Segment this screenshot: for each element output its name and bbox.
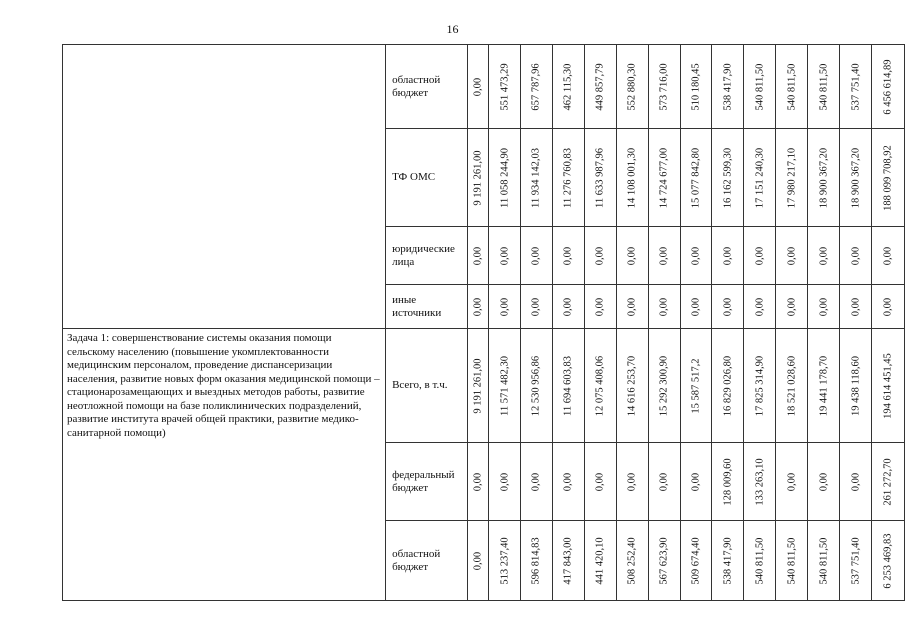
amount-value: 0,00 (658, 472, 670, 491)
year-value-cell (584, 329, 616, 443)
year-value-cell (584, 443, 616, 521)
empty-task-cell (63, 45, 386, 329)
amount-value: 540 811,50 (818, 63, 830, 110)
year-value-cell (489, 329, 521, 443)
year-value-cell (552, 285, 584, 329)
amount-value: 0,00 (530, 297, 542, 316)
amount-value: 0,00 (818, 472, 830, 491)
total-value-cell (871, 285, 904, 329)
amount-value: 538 417,90 (722, 536, 734, 585)
table-row (63, 45, 905, 129)
year-value-cell (616, 129, 648, 227)
amount-value: 14 724 677,00 (658, 147, 670, 208)
amount-value: 0,00 (690, 472, 702, 491)
funding-source-label: юридические лица (386, 227, 468, 285)
amount-value: 0,00 (472, 77, 484, 96)
funding-source-label: Всего, в т.ч. (386, 329, 468, 443)
year-value-cell (808, 443, 840, 521)
amount-value: 19 438 118,60 (850, 355, 861, 416)
amount-value: 11 571 482,30 (499, 355, 511, 416)
total-value-cell (871, 45, 904, 129)
amount-value: 0,00 (754, 297, 766, 316)
amount-value: 194 614 451,45 (882, 352, 894, 419)
amount-value: 17 151 240,30 (754, 147, 766, 208)
year-value-cell (467, 329, 488, 443)
amount-value: 19 441 178,70 (818, 355, 830, 416)
year-value-cell (467, 521, 488, 601)
year-value-cell (744, 329, 776, 443)
amount-value: 6 253 469,83 (882, 532, 894, 589)
year-value-cell (489, 129, 521, 227)
total-value-cell (871, 443, 904, 521)
amount-value: 0,00 (472, 551, 484, 570)
page-number: 16 (446, 22, 459, 36)
amount-value: 0,00 (562, 472, 574, 491)
year-value-cell (776, 329, 808, 443)
amount-value: 16 829 026,80 (722, 355, 734, 416)
year-value-cell (712, 329, 744, 443)
year-value-cell (680, 521, 712, 601)
year-value-cell (584, 521, 616, 601)
funding-source-label: областной бюджет (386, 45, 468, 129)
amount-value: 540 811,50 (818, 537, 830, 584)
year-value-cell (712, 227, 744, 285)
amount-value: 0,00 (658, 246, 670, 265)
year-value-cell (467, 285, 488, 329)
amount-value: 509 674,40 (690, 536, 702, 585)
year-value-cell (776, 129, 808, 227)
year-value-cell (840, 285, 872, 329)
year-value-cell (680, 329, 712, 443)
total-value-cell (871, 329, 904, 443)
year-value-cell (489, 285, 521, 329)
amount-value: 417 843,00 (562, 536, 574, 585)
amount-value: 0,00 (472, 472, 484, 491)
year-value-cell (520, 443, 552, 521)
year-value-cell (648, 521, 680, 601)
funding-source-label: иные источники (386, 285, 468, 329)
year-value-cell (840, 443, 872, 521)
funding-source-label: областной бюджет (386, 521, 468, 601)
amount-value: 188 099 708,92 (882, 144, 894, 211)
year-value-cell (808, 329, 840, 443)
amount-value: 11 934 142,03 (530, 147, 542, 208)
amount-value: 540 811,50 (786, 63, 798, 110)
amount-value: 441 420,10 (594, 536, 606, 585)
year-value-cell (808, 521, 840, 601)
year-value-cell (712, 45, 744, 129)
year-value-cell (616, 521, 648, 601)
year-value-cell (776, 521, 808, 601)
amount-value: 15 587 517,2 (690, 357, 702, 414)
amount-value: 0,00 (722, 297, 734, 316)
year-value-cell (680, 227, 712, 285)
amount-value: 0,00 (626, 246, 638, 265)
amount-value: 0,00 (472, 246, 484, 265)
year-value-cell (744, 45, 776, 129)
amount-value: 17 980 217,10 (786, 147, 798, 208)
year-value-cell (552, 329, 584, 443)
amount-value: 540 811,50 (786, 537, 798, 584)
amount-value: 537 751,40 (850, 62, 861, 111)
amount-value: 0,00 (850, 472, 861, 491)
year-value-cell (584, 227, 616, 285)
amount-value: 12 075 408,06 (594, 355, 606, 416)
amount-value: 510 180,45 (690, 62, 702, 111)
amount-value: 540 811,50 (754, 63, 766, 110)
funding-source-label: ТФ ОМС (386, 129, 468, 227)
year-value-cell (648, 227, 680, 285)
year-value-cell (520, 129, 552, 227)
amount-value: 0,00 (818, 246, 830, 265)
amount-value: 551 473,29 (499, 62, 511, 111)
year-value-cell (680, 285, 712, 329)
year-value-cell (744, 129, 776, 227)
year-value-cell (467, 45, 488, 129)
amount-value: 18 900 367,20 (818, 147, 830, 208)
year-value-cell (648, 45, 680, 129)
amount-value: 128 009,60 (722, 457, 734, 506)
amount-value: 0,00 (626, 297, 638, 316)
amount-value: 0,00 (562, 246, 574, 265)
amount-value: 0,00 (530, 246, 542, 265)
year-value-cell (489, 227, 521, 285)
amount-value: 0,00 (850, 297, 861, 316)
amount-value: 16 162 599,30 (722, 147, 734, 208)
amount-value: 0,00 (594, 472, 606, 491)
year-value-cell (489, 521, 521, 601)
amount-value: 449 857,79 (594, 62, 606, 111)
amount-value: 0,00 (882, 297, 894, 316)
amount-value: 0,00 (754, 246, 766, 265)
amount-value: 567 623,90 (658, 536, 670, 585)
year-value-cell (840, 329, 872, 443)
year-value-cell (808, 285, 840, 329)
year-value-cell (840, 129, 872, 227)
year-value-cell (808, 227, 840, 285)
year-value-cell (552, 45, 584, 129)
year-value-cell (616, 45, 648, 129)
year-value-cell (467, 443, 488, 521)
amount-value: 6 456 614,89 (882, 58, 894, 115)
amount-value: 538 417,90 (722, 62, 734, 111)
year-value-cell (776, 227, 808, 285)
year-value-cell (616, 227, 648, 285)
year-value-cell (744, 227, 776, 285)
amount-value: 0,00 (690, 297, 702, 316)
year-value-cell (520, 285, 552, 329)
year-value-cell (520, 45, 552, 129)
year-value-cell (712, 285, 744, 329)
year-value-cell (520, 521, 552, 601)
amount-value: 0,00 (499, 297, 511, 316)
amount-value: 540 811,50 (754, 537, 766, 584)
year-value-cell (467, 227, 488, 285)
year-value-cell (712, 443, 744, 521)
amount-value: 14 616 253,70 (626, 355, 638, 416)
total-value-cell (871, 521, 904, 601)
year-value-cell (840, 45, 872, 129)
amount-value: 508 252,40 (626, 536, 638, 585)
total-value-cell (871, 227, 904, 285)
amount-value: 11 058 244,90 (499, 147, 511, 208)
amount-value: 537 751,40 (850, 536, 861, 585)
amount-value: 0,00 (786, 472, 798, 491)
amount-value: 0,00 (562, 297, 574, 316)
amount-value: 0,00 (722, 246, 734, 265)
amount-value: 0,00 (882, 246, 894, 265)
amount-value: 0,00 (850, 246, 861, 265)
year-value-cell (467, 129, 488, 227)
year-value-cell (840, 227, 872, 285)
year-value-cell (680, 443, 712, 521)
task-1-description: Задача 1: совершенствование системы оказания помощи сельскому населению (повышение укомплектованности медицинским персоналом, проведение диспансеризации населения, развитие новых форм оказания медицинской помощи – стационарозамещающих и выездных методов работы, развитие неотложной помощи на базе поликлинических подразделений, развитие института врачей общей практики, развитие медико-санитарной помощи) (63, 329, 386, 601)
year-value-cell (616, 443, 648, 521)
year-value-cell (584, 285, 616, 329)
amount-value: 261 272,70 (882, 457, 894, 506)
amount-value: 552 880,30 (626, 62, 638, 111)
amount-value: 0,00 (786, 246, 798, 265)
year-value-cell (552, 443, 584, 521)
year-value-cell (520, 227, 552, 285)
year-value-cell (712, 129, 744, 227)
year-value-cell (776, 45, 808, 129)
amount-value: 18 521 028,60 (786, 355, 798, 416)
year-value-cell (584, 129, 616, 227)
year-value-cell (584, 45, 616, 129)
year-value-cell (520, 329, 552, 443)
year-value-cell (840, 521, 872, 601)
amount-value: 0,00 (658, 297, 670, 316)
amount-value: 9 191 261,00 (472, 357, 484, 414)
year-value-cell (808, 129, 840, 227)
budget-table (62, 44, 905, 601)
amount-value: 0,00 (594, 297, 606, 316)
year-value-cell (489, 443, 521, 521)
amount-value: 0,00 (690, 246, 702, 265)
year-value-cell (744, 521, 776, 601)
amount-value: 14 108 001,30 (626, 147, 638, 208)
year-value-cell (744, 285, 776, 329)
amount-value: 0,00 (472, 297, 484, 316)
year-value-cell (744, 443, 776, 521)
amount-value: 0,00 (626, 472, 638, 491)
year-value-cell (648, 129, 680, 227)
funding-source-label: федеральный бюджет (386, 443, 468, 521)
year-value-cell (616, 329, 648, 443)
year-value-cell (489, 45, 521, 129)
amount-value: 15 292 300,90 (658, 355, 670, 416)
amount-value: 0,00 (499, 472, 511, 491)
amount-value: 9 191 261,00 (472, 149, 484, 206)
amount-value: 573 716,00 (658, 62, 670, 111)
year-value-cell (776, 443, 808, 521)
year-value-cell (616, 285, 648, 329)
year-value-cell (552, 129, 584, 227)
amount-value: 0,00 (786, 297, 798, 316)
year-value-cell (680, 45, 712, 129)
amount-value: 0,00 (818, 297, 830, 316)
year-value-cell (712, 521, 744, 601)
amount-value: 18 900 367,20 (850, 147, 861, 208)
year-value-cell (680, 129, 712, 227)
amount-value: 0,00 (594, 246, 606, 265)
amount-value: 15 077 842,80 (690, 147, 702, 208)
amount-value: 133 263,10 (754, 457, 766, 506)
year-value-cell (552, 521, 584, 601)
year-value-cell (552, 227, 584, 285)
total-value-cell (871, 129, 904, 227)
year-value-cell (648, 329, 680, 443)
amount-value: 12 530 956,86 (530, 355, 542, 416)
year-value-cell (808, 45, 840, 129)
amount-value: 462 115,30 (562, 63, 574, 110)
amount-value: 513 237,40 (499, 536, 511, 585)
amount-value: 657 787,96 (530, 62, 542, 111)
year-value-cell (648, 285, 680, 329)
amount-value: 596 814,83 (530, 536, 542, 585)
table-row (63, 329, 905, 443)
amount-value: 11 694 603,83 (562, 355, 574, 416)
year-value-cell (648, 443, 680, 521)
amount-value: 0,00 (530, 472, 542, 491)
amount-value: 0,00 (499, 246, 511, 265)
amount-value: 17 825 314,90 (754, 355, 766, 416)
amount-value: 11 276 760,83 (562, 147, 574, 208)
amount-value: 11 633 987,96 (594, 147, 606, 208)
year-value-cell (776, 285, 808, 329)
